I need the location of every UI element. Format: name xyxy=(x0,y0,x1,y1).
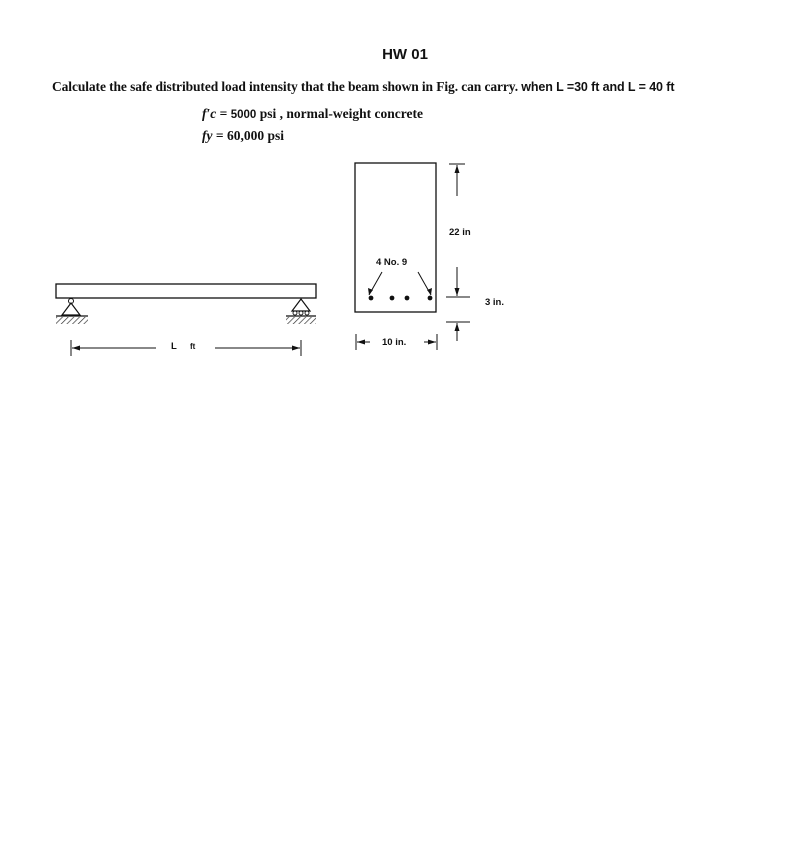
problem-condition: when L =30 ft and L = 40 ft xyxy=(521,80,675,94)
right-roller-support xyxy=(286,299,316,324)
width-dimension xyxy=(356,334,437,350)
beam-elevation xyxy=(56,284,316,356)
section-outline xyxy=(355,163,436,312)
rebar-4 xyxy=(428,296,433,301)
depth-dimension xyxy=(446,164,471,297)
rebar-3 xyxy=(405,296,410,301)
fy-symbol: fy xyxy=(202,128,213,143)
problem-text: Calculate the safe distributed load intensity that the beam shown in Fig. can carry. xyxy=(52,79,518,94)
beam-cross-section xyxy=(355,163,504,350)
beam-body xyxy=(56,284,316,298)
span-label: L xyxy=(171,341,177,352)
fc-eq: = xyxy=(216,106,231,121)
span-dimension xyxy=(71,340,301,356)
fc-unit: psi xyxy=(256,106,277,121)
cover-dimension xyxy=(446,297,504,341)
rebar-2 xyxy=(390,296,395,301)
rebar-1 xyxy=(369,296,374,301)
fc-note: , normal-weight concrete xyxy=(276,106,423,121)
span-unit: ft xyxy=(190,342,196,351)
fc-symbol: f′c xyxy=(202,106,217,121)
depth-label: 22 in xyxy=(449,227,471,238)
cover-label: 3 in. xyxy=(485,297,505,308)
fy-eq: = xyxy=(212,128,227,143)
page-title: HW 01 xyxy=(382,46,428,63)
width-label: 10 in. xyxy=(382,337,407,348)
bars-label: 4 No. 9 xyxy=(376,257,408,268)
left-pin-support xyxy=(56,299,88,325)
fc-value: 5000 xyxy=(230,109,257,121)
fy-value: 60,000 psi xyxy=(226,128,284,143)
